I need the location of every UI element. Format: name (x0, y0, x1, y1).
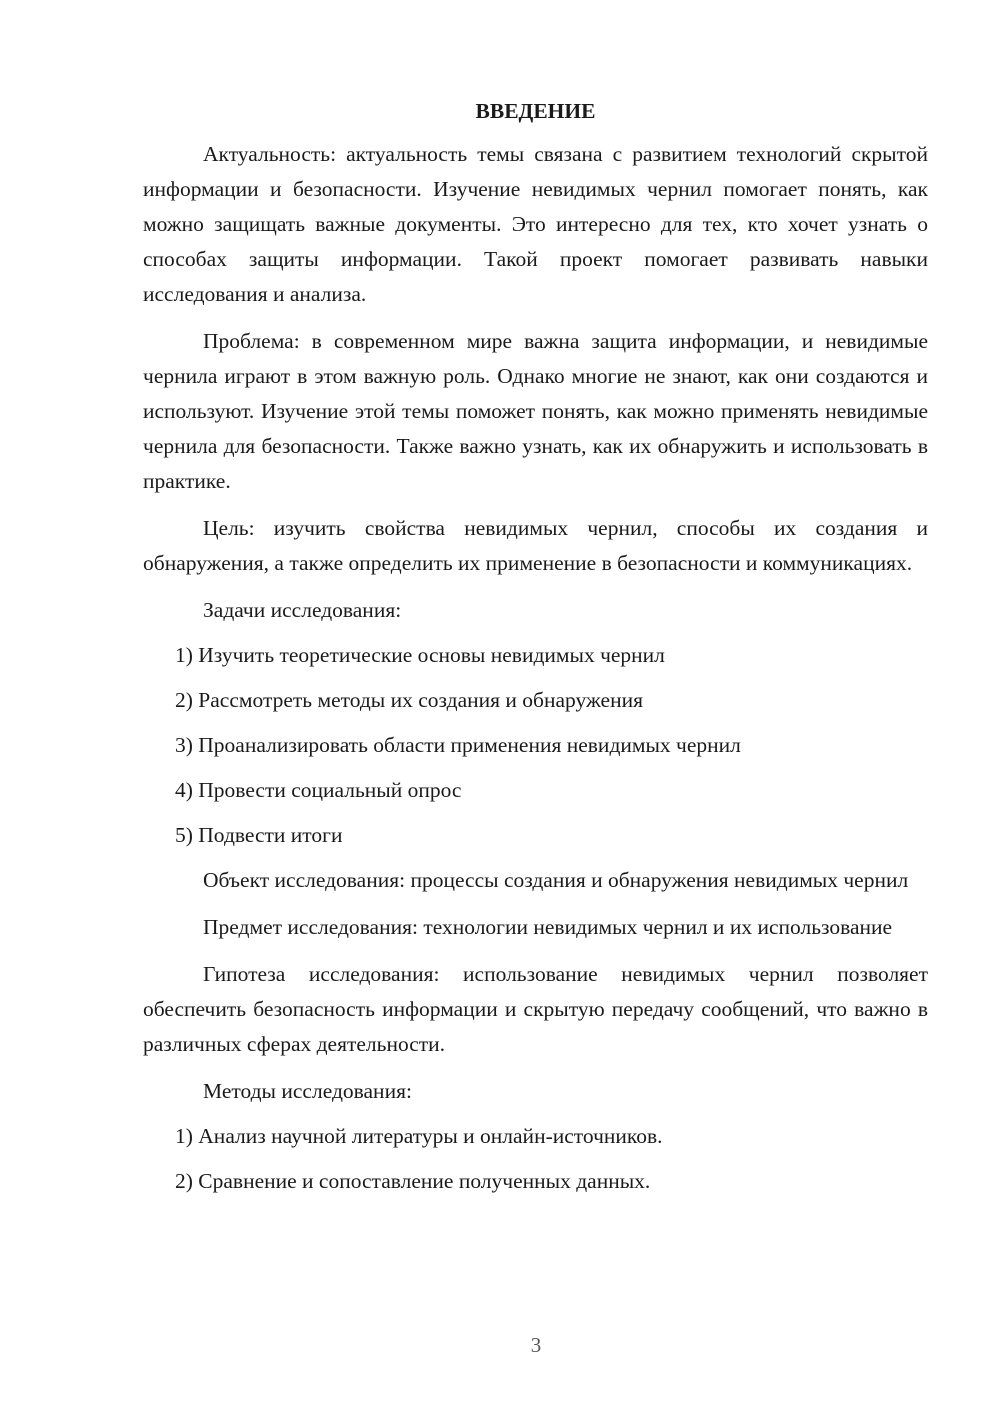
task-item: 1) Изучить теоретические основы невидимых чернил (175, 643, 665, 667)
relevance-paragraph: Актуальность: актуальность темы связана с развитием технологий скрытой информации и безопасности. Изучение невидимых чернил помогает понять, как можно защищать важные документы. Это интересно для тех, кто хочет узнать о способах защиты информации. Такой проект помогает развивать навыки исследования и анализа. (143, 142, 928, 306)
task-item: 3) Проанализировать области применения невидимых чернил (175, 733, 741, 757)
hypothesis-paragraph: Гипотеза исследования: использование невидимых чернил позволяет обеспечить безопасность информации и скрытую передачу сообщений, что важно в различных сферах деятельности. (143, 962, 928, 1056)
problem-paragraph: Проблема: в современном мире важна защита информации, и невидимые чернила играют в этом важную роль. Однако многие не знают, как они создаются и используют. Изучение этой темы поможет понять, как можно применять невидимые чернила для безопасности. Также важно узнать, как их обнаружить и использовать в практике. (143, 329, 928, 493)
page-number: 3 (530, 1333, 542, 1357)
page-content (143, 94, 928, 1209)
task-item: 4) Провести социальный опрос (175, 778, 462, 802)
task-item: 2) Рассмотреть методы их создания и обнаружения (175, 688, 643, 712)
method-item: 1) Анализ научной литературы и онлайн-источников. (175, 1124, 663, 1148)
method-item: 2) Сравнение и сопоставление полученных данных. (175, 1169, 651, 1193)
goal-paragraph: Цель: изучить свойства невидимых чернил, способы их создания и обнаружения, а также определить их применение в безопасности и коммуникациях. (143, 516, 928, 575)
task-item: 5) Подвести итоги (175, 823, 343, 847)
methods-title: Методы исследования: (203, 1079, 412, 1103)
object-paragraph: Объект исследования: процессы создания и обнаружения невидимых чернил (203, 868, 909, 892)
section-heading: ВВЕДЕНИЕ (475, 99, 596, 123)
tasks-title: Задачи исследования: (203, 598, 402, 622)
subject-paragraph: Предмет исследования: технологии невидимых чернил и их использование (203, 915, 893, 939)
